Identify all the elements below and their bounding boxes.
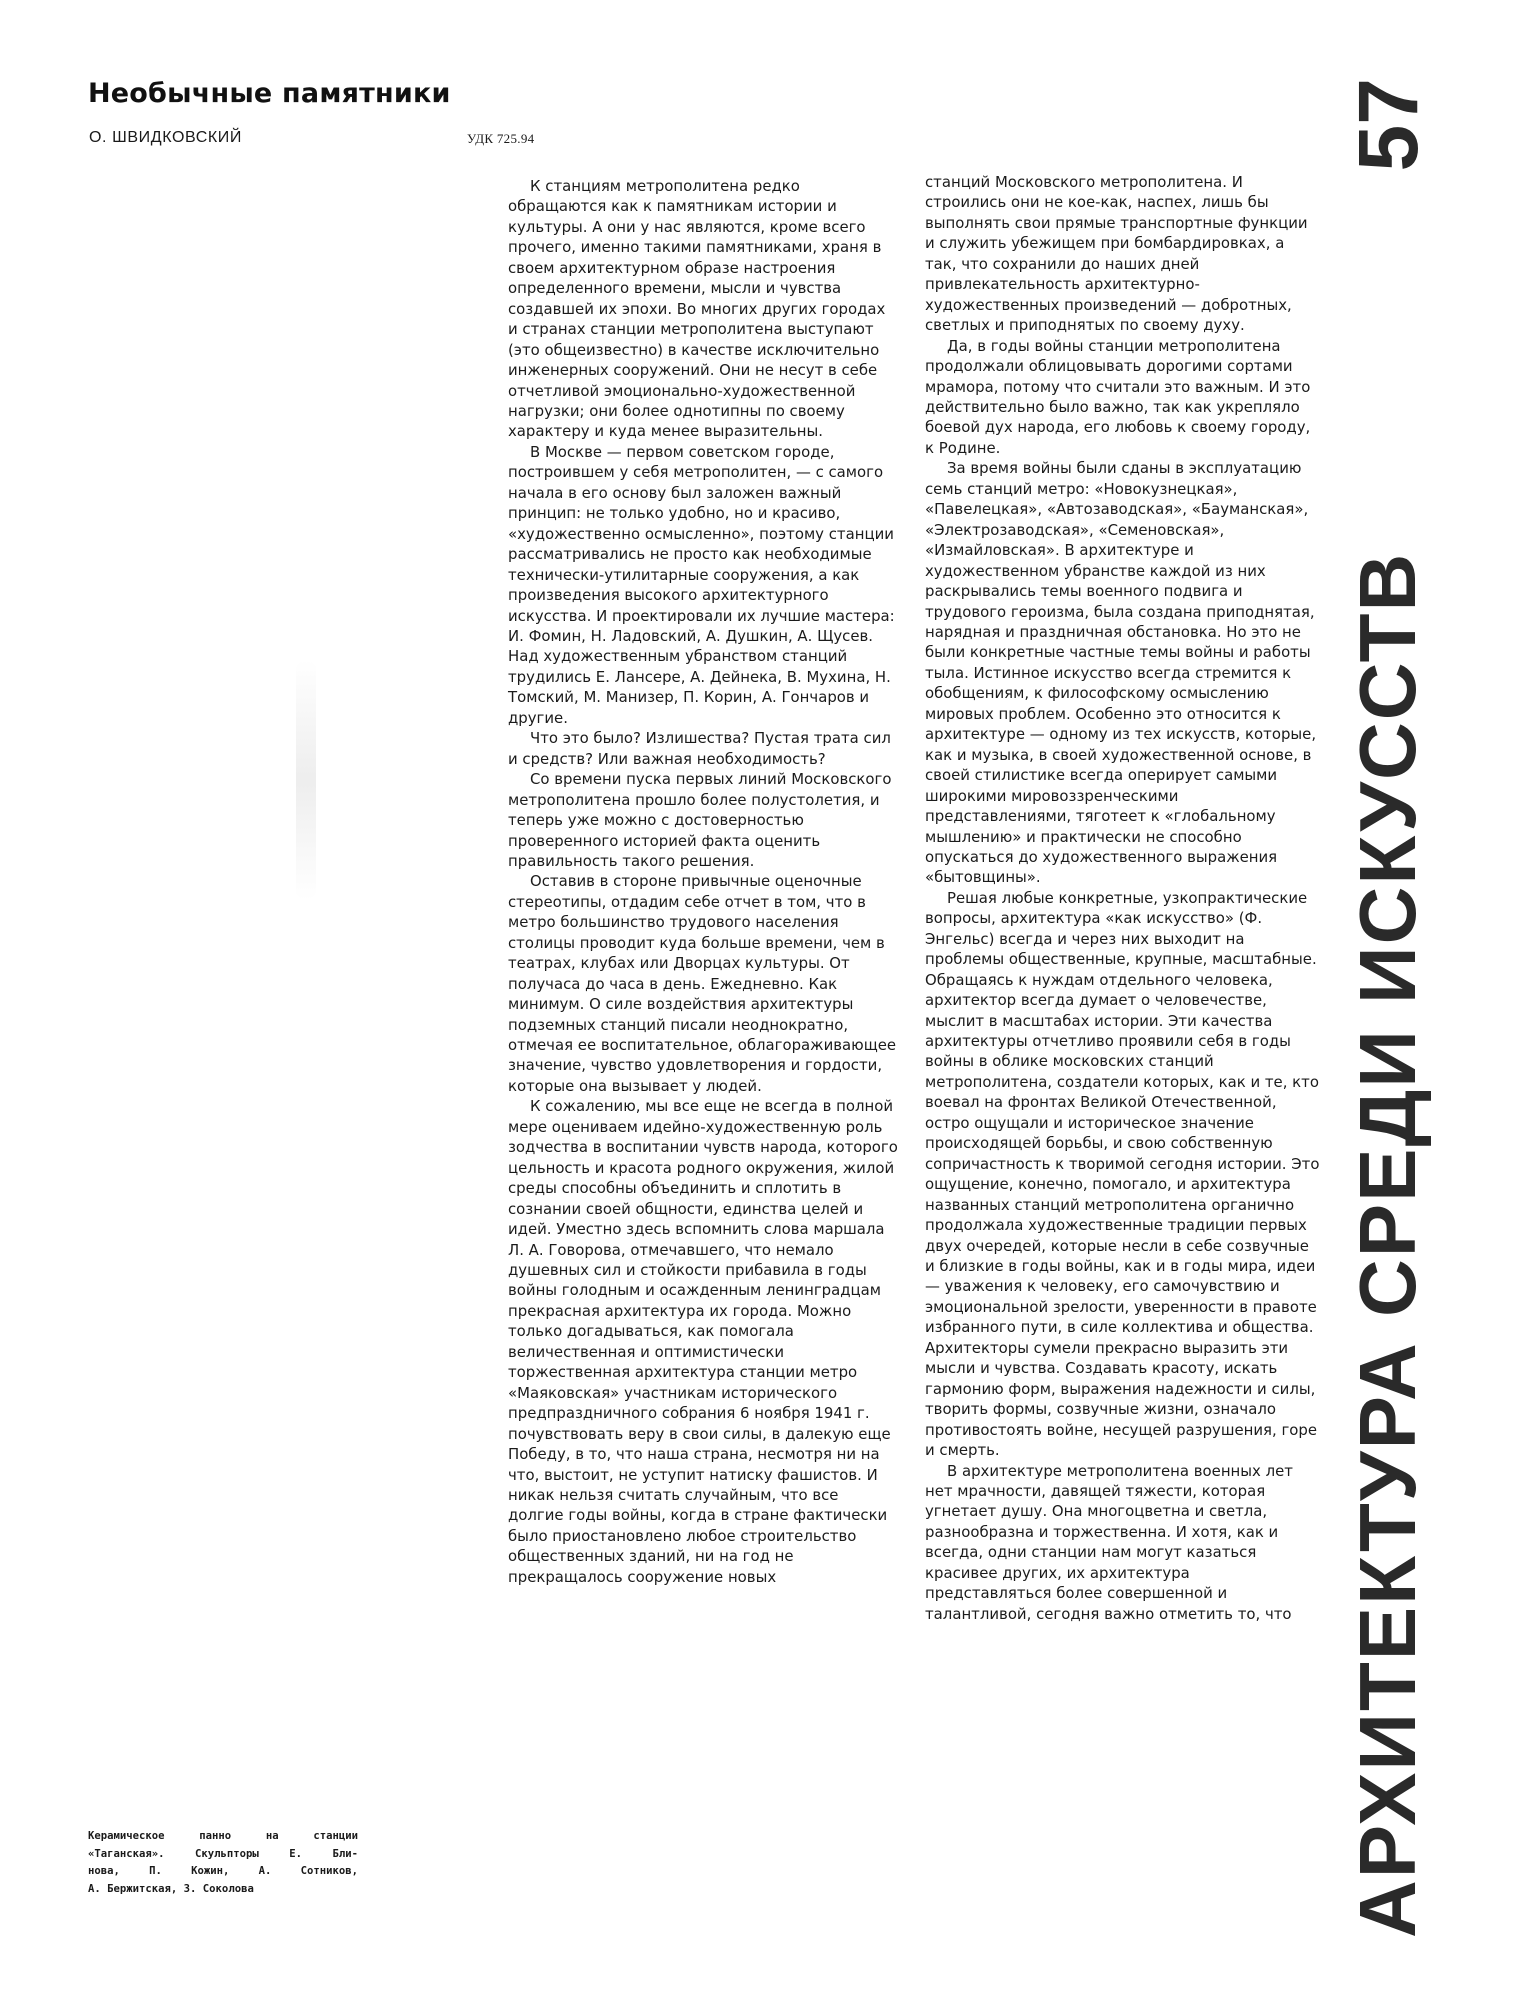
paragraph: К сожалению, мы все еще не всегда в полной мере оцениваем идейно-художественную роль зодчества в воспитании чувств народа, которого цельность и красота родного окружения, жилой среды способны объединить и сплотить в сознании своей общности, единства целей и идей. Уместно здесь вспомнить слова маршала Л. А. Говорова, отмечавшего, что немало душевных сил и стойкости прибавила в годы войны голодным и осажденным ленинградцам прекрасная архитектура их города. Можно только догадываться, как помогала величественная и оптимистически торжественная архитектура станции метро «Маяковская» участникам исторического предпраздничного собрания 6 ноября 1941 г. почувствовать веру в свои силы, в далекую еще Победу, в то, что наша страна, несмотря ни на что, выстоит, не уступит натиску фашистов. И никак нельзя считать случайным, что все долгие годы войны, когда в стране фактически было приостановлено любое строительство общественных зданий, ни на год не прекращалось сооружение новых: [508, 1097, 898, 1586]
text-column-1: [508, 176, 898, 1587]
paragraph: Со времени пуска первых линий Московского метрополитена прошло более полустолетия, и теперь уже можно с достоверностью проверенного историей факта оценить правильность такого решения.: [508, 770, 892, 870]
caption-line: «Таганская». Скульпторы Е. Бли-: [88, 1847, 358, 1860]
paragraph: Да, в годы войны станции метрополитена продолжали облицовывать дорогими сортами мрамора, потому что считали это важным. И это действительно было важно, так как укрепляло боевой дух народа, его любовь к своему городу, к Родине.: [925, 336, 1311, 457]
paragraph: За время войны были сданы в эксплуатацию семь станций метро: «Новокузнецкая», «Павелецкая», «Автозаводская», «Бауманская», «Электрозаводская», «Семеновская», «Измайловская». В архитектуре и художественном убранстве каждой из них раскрывались темы военного подвига и трудового героизма, была создана приподнятая, нарядная и праздничная обстановка. Но это не были конкретные частные темы войны и работы тыла. Истинное искусство всегда стремится к обобщениям, к философскому осмыслению мировых проблем. Особенно это относится к архитектуре — одному из тех искусств, которые, как и музыка, в своей художественной основе, в своей стилистике всегда оперирует самыми широкими мировоззренческими представлениями, тяготеет к «глобальному мышлению» и практически не способно опускаться до художественного выражения «бытовщины».: [925, 459, 1317, 887]
scan-smudge: [296, 660, 316, 900]
article-author: О. ШВИДКОВСКИЙ: [89, 129, 243, 146]
article-title: Необычные памятники: [88, 78, 451, 109]
paragraph: К станциям метрополитена редко обращаются как к памятникам истории и культуры. А они у нас являются, кроме всего прочего, именно такими памятниками, храня в своем архитектурном образе настроения определенного времени, мысли и чувства создавшей их эпохи. Во многих других городах и странах станции метрополитена выступают (это общеизвестно) в качестве исключительно инженерных сооружений. Они не несут в себе отчетливой эмоционально-художественной нагрузки; они более однотипны по своему характеру и куда менее выразительны.: [508, 177, 886, 441]
paragraph: Оставив в стороне привычные оценочные стереотипы, отдадим себе отчет в том, что в метро большинство трудового населения столицы проводит куда больше времени, чем в театрах, клубах или Дворцах культуры. От получаса до часа в день. Ежедневно. Как минимум. О силе воздействия архитектуры подземных станций писали неоднократно, отмечая ее воспитательное, облагораживающее значение, чувство удовлетворения и гордости, которые она вызывает у людей.: [508, 872, 897, 1095]
paragraph: В архитектуре метрополитена военных лет нет мрачности, давящей тяжести, которая угнетает душу. Она многоцветна и светла, разнообразна и торжественна. И хотя, как и всегда, одни станции нам могут казаться красивее других, их архитектура представляться более совершенной и талантливой, сегодня важно отметить то, что: [925, 1461, 1293, 1623]
caption-line: Керамическое панно на станции: [88, 1830, 358, 1842]
paragraph: Решая любые конкретные, узкопрактические вопросы, архитектура «как искусство» (Ф. Энгельс) всегда и через них выходит на проблемы общественные, крупные, масштабные. Обращаясь к нуждам отдельного человека, архитектор всегда думает о человечестве, мыслит в масштабах истории. Эти качества архитектуры отчетливо проявили себя в годы войны в облике московских станций метрополитена, создатели которых, как и те, кто воевал на фронтах Великой Отечественной, остро ощущали и историческое значение происходящей борьбы, и свою собственную сопричастность к творимой сегодня истории. Это ощущение, конечно, помогало, и архитектура названных станций метрополитена органично продолжала художественные традиции первых двух очередей, которые несли в себе созвучные и близкие в годы войны, как и в годы мира, идеи — уважения к человеку, его самочувствию и эмоциональной зрелости, уверенности в правоте избранного пути, в силе коллектива и общества. Архитекторы сумели прекрасно выразить эти мысли и чувства. Создавать красоту, искать гармонию форм, выражения надежности и силы, творить формы, созвучные жизни, означало противостоять войне, несущей разрушения, горе и смерть.: [925, 888, 1320, 1460]
section-title: АРХИТЕКТУРА СРЕДИ ИСКУССТВ: [1343, 551, 1432, 1938]
caption-line: А. Бержитская, З. Соколова: [88, 1882, 254, 1895]
paragraph: В Москве — первом советском городе, построившем у себя метрополитен, — с самого начала в его основу был заложен важный принцип: не только удобно, но и красиво, «художественно осмысленно», поэтому станции рассматривались не просто как необходимые технически-утилитарные сооружения, а как произведения высокого архитектурного искусства. И проектировали их лучшие мастера: И. Фомин, Н. Ладовский, А. Душкин, А. Щусев. Над художественным убранством станций трудились Е. Лансере, А. Дейнека, В. Мухина, Н. Томский, М. Манизер, П. Корин, А. Гончаров и другие.: [508, 442, 895, 727]
page-number: 57: [1341, 78, 1435, 172]
text-column-2: [925, 172, 1320, 1624]
paragraph: Что это было? Излишества? Пустая трата сил и средств? Или важная необходимость?: [508, 729, 891, 768]
image-caption: [88, 1828, 358, 1898]
side-banner: [1342, 78, 1434, 1938]
caption-line: нова, П. Кожин, А. Сотников,: [88, 1865, 358, 1877]
paragraph: станций Московского метрополитена. И строились они не кое-как, наспех, лишь бы выполнять свои прямые транспортные функции и служить убежищем при бомбардировках, а так, что сохранили до наших дней привлекательность архитектурно-художественных произведений — добротных, светлых и приподнятых по своему духу.: [925, 173, 1308, 335]
udk-code: УДК 725.94: [467, 131, 535, 146]
